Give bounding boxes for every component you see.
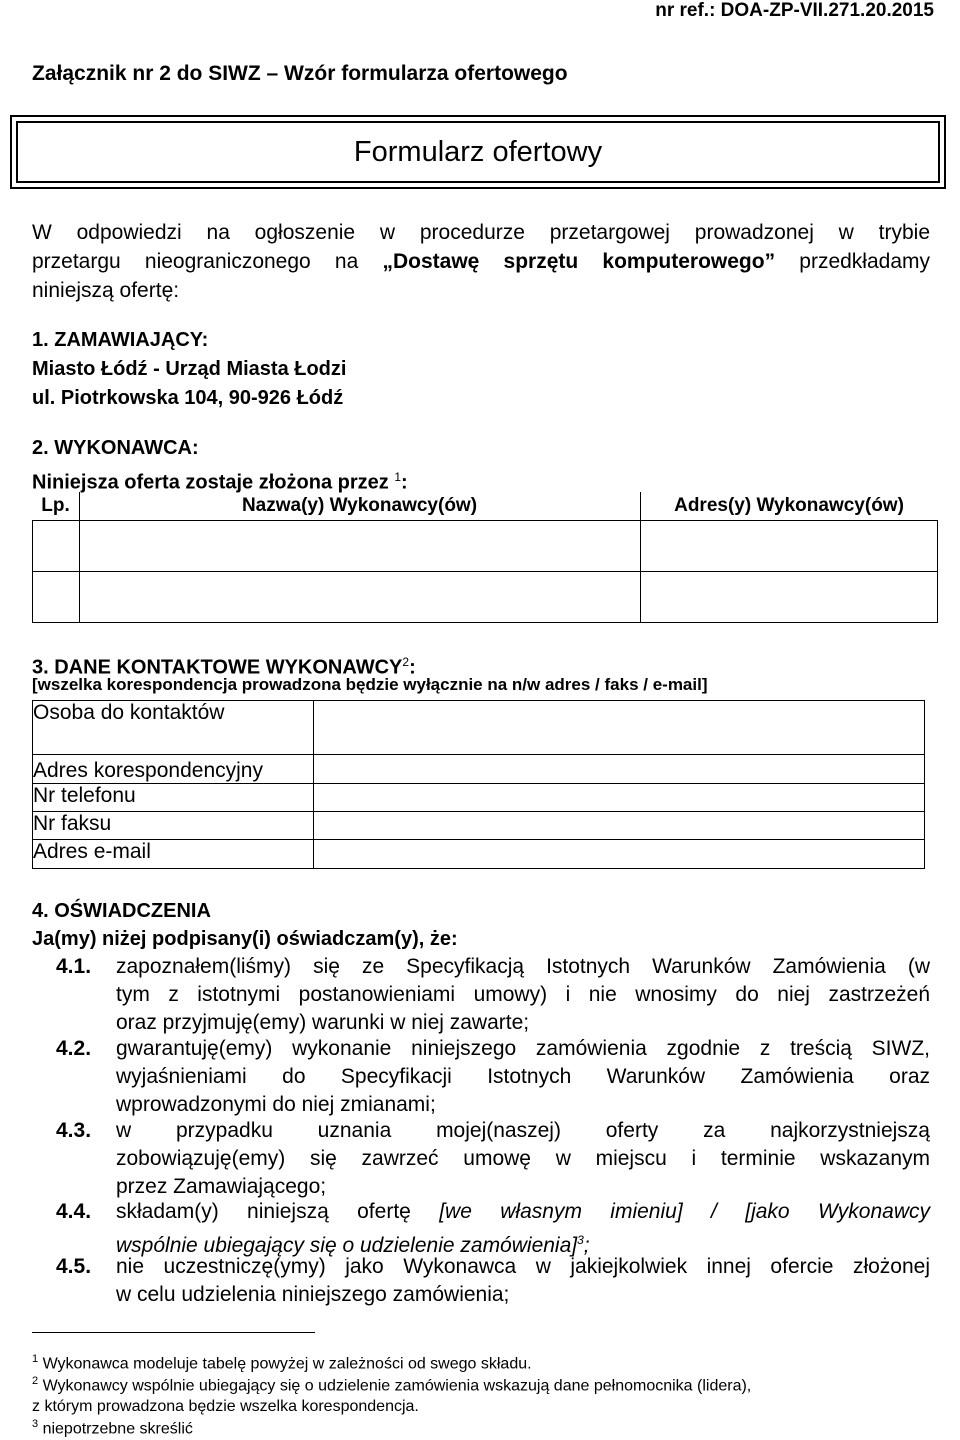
col-lp: Lp. [33,492,80,521]
section-2-heading: 2. WYKONAWCA: [32,437,199,459]
correspondence-address-field[interactable] [314,755,925,784]
intro-line-2: przetargu nieograniczonego na „Dostawę sprzętu komputerowego” przedkładamy [32,250,931,273]
email-field[interactable] [314,840,925,869]
footnote-3: $^3$ niepotrzebne skreślić [32,1418,193,1438]
footnote-2: $^2$ Wykonawcy wspólnie ubiegający się o udzielenie zamówienia wskazują dane pełnomocnika (lidera), z którym prowadzona będzie wszelka korespondencja. [32,1375,752,1416]
section-2-subheading: Niniejsza oferta zostaje złożona przez $^1$: [32,470,408,494]
section-4-heading: 4. OŚWIADCZENIA [32,900,211,922]
declaration-item: 4.1. zapoznałem(liśmy) się ze Specyfikacją Istotnych Warunków Zamówienia (w tym z istotnymi postanowieniami umowy) i nie wnosimy do niej zastrzeżeń oraz przyjmuję(emy) warunki w niej zawarte; [56,955,930,1034]
email-label: Adres e-mail [33,840,314,869]
contact-person-label: Osoba do kontaktów [33,701,314,755]
reference-number: nr ref.: DOA-ZP-VII.271.20.2015 [655,0,934,21]
annex-title: Załącznik nr 2 do SIWZ – Wzór formularza ofertowego [32,62,568,85]
contact-row [33,755,925,784]
declaration-item: 4.4. składam(y) niniejszą ofertę [we własnym imieniu] / [jako Wykonawcy wspólnie ubiegający się o udzielenie zamówienia]$^3$; [56,1200,930,1257]
section-4-subheading: Ja(my) niżej podpisany(i) oświadczam(y), że: [32,928,458,950]
fax-label: Nr faksu [33,812,314,840]
contact-row [33,812,925,840]
declaration-item: 4.5. nie uczestniczę(ymy) jako Wykonawca w jakiejkolwiek innej ofercie złożonej w celu udzielenia niniejszego zamówienia; [56,1255,930,1306]
contracting-authority-name: Miasto Łódź - Urząd Miasta Łodzi [32,358,347,380]
phone-field[interactable] [314,784,925,812]
section-3-heading: 3. DANE KONTAKTOWE WYKONAWCY$^2$: [32,655,416,679]
cell-address[interactable] [640,521,938,572]
table-row [33,572,938,623]
contractor-table [32,492,938,623]
cell-lp[interactable] [33,572,80,623]
contracting-authority-address: ul. Piotrkowska 104, 90-926 Łódź [32,387,344,409]
form-title: Formularz ofertowy [16,121,940,183]
contact-note: [wszelka korespondencja prowadzona będzie wyłącznie na n/w adres / faks / e-mail] [32,675,708,694]
contact-row [33,840,925,869]
correspondence-address-label: Adres korespondencyjny [33,755,314,784]
cell-name[interactable] [79,572,640,623]
cell-lp[interactable] [33,521,80,572]
col-address: Adres(y) Wykonawcy(ów) [640,492,938,521]
contact-person-field[interactable] [314,701,925,755]
table-header-row [33,492,938,521]
section-1-heading: 1. ZAMAWIAJĄCY: [32,329,209,351]
cell-name[interactable] [79,521,640,572]
phone-label: Nr telefonu [33,784,314,812]
declaration-item: 4.3. w przypadku uznania mojej(naszej) oferty za najkorzystniejszą zobowiązuję(emy) się zawrzeć umowę w miejscu i terminie wskazanym przez Zamawiającego; [56,1119,930,1198]
tender-subject: „Dostawę sprzętu komputerowego” [382,250,776,273]
form-title-box [10,115,946,189]
contact-row [33,701,925,755]
col-name: Nazwa(y) Wykonawcy(ów) [79,492,640,521]
contact-table [32,700,925,869]
cell-address[interactable] [640,572,938,623]
fax-field[interactable] [314,812,925,840]
declaration-item: 4.2. gwarantuję(emy) wykonanie niniejszego zamówienia zgodnie z treścią SIWZ, wyjaśnieniami do Specyfikacji Istotnych Warunków Zamówienia oraz wprowadzonymi do niej zmianami; [56,1037,930,1116]
footnote-1: $^1$ Wykonawca modeluje tabelę powyżej w zależności od swego składu. [32,1353,532,1373]
table-row [33,521,938,572]
contact-row [33,784,925,812]
intro-line-1: W odpowiedzi na ogłoszenie w procedurze przetargowej prowadzonej w trybie [32,221,930,244]
intro-line-3: niniejszą ofertę: [32,279,180,302]
footnote-separator [32,1332,315,1333]
